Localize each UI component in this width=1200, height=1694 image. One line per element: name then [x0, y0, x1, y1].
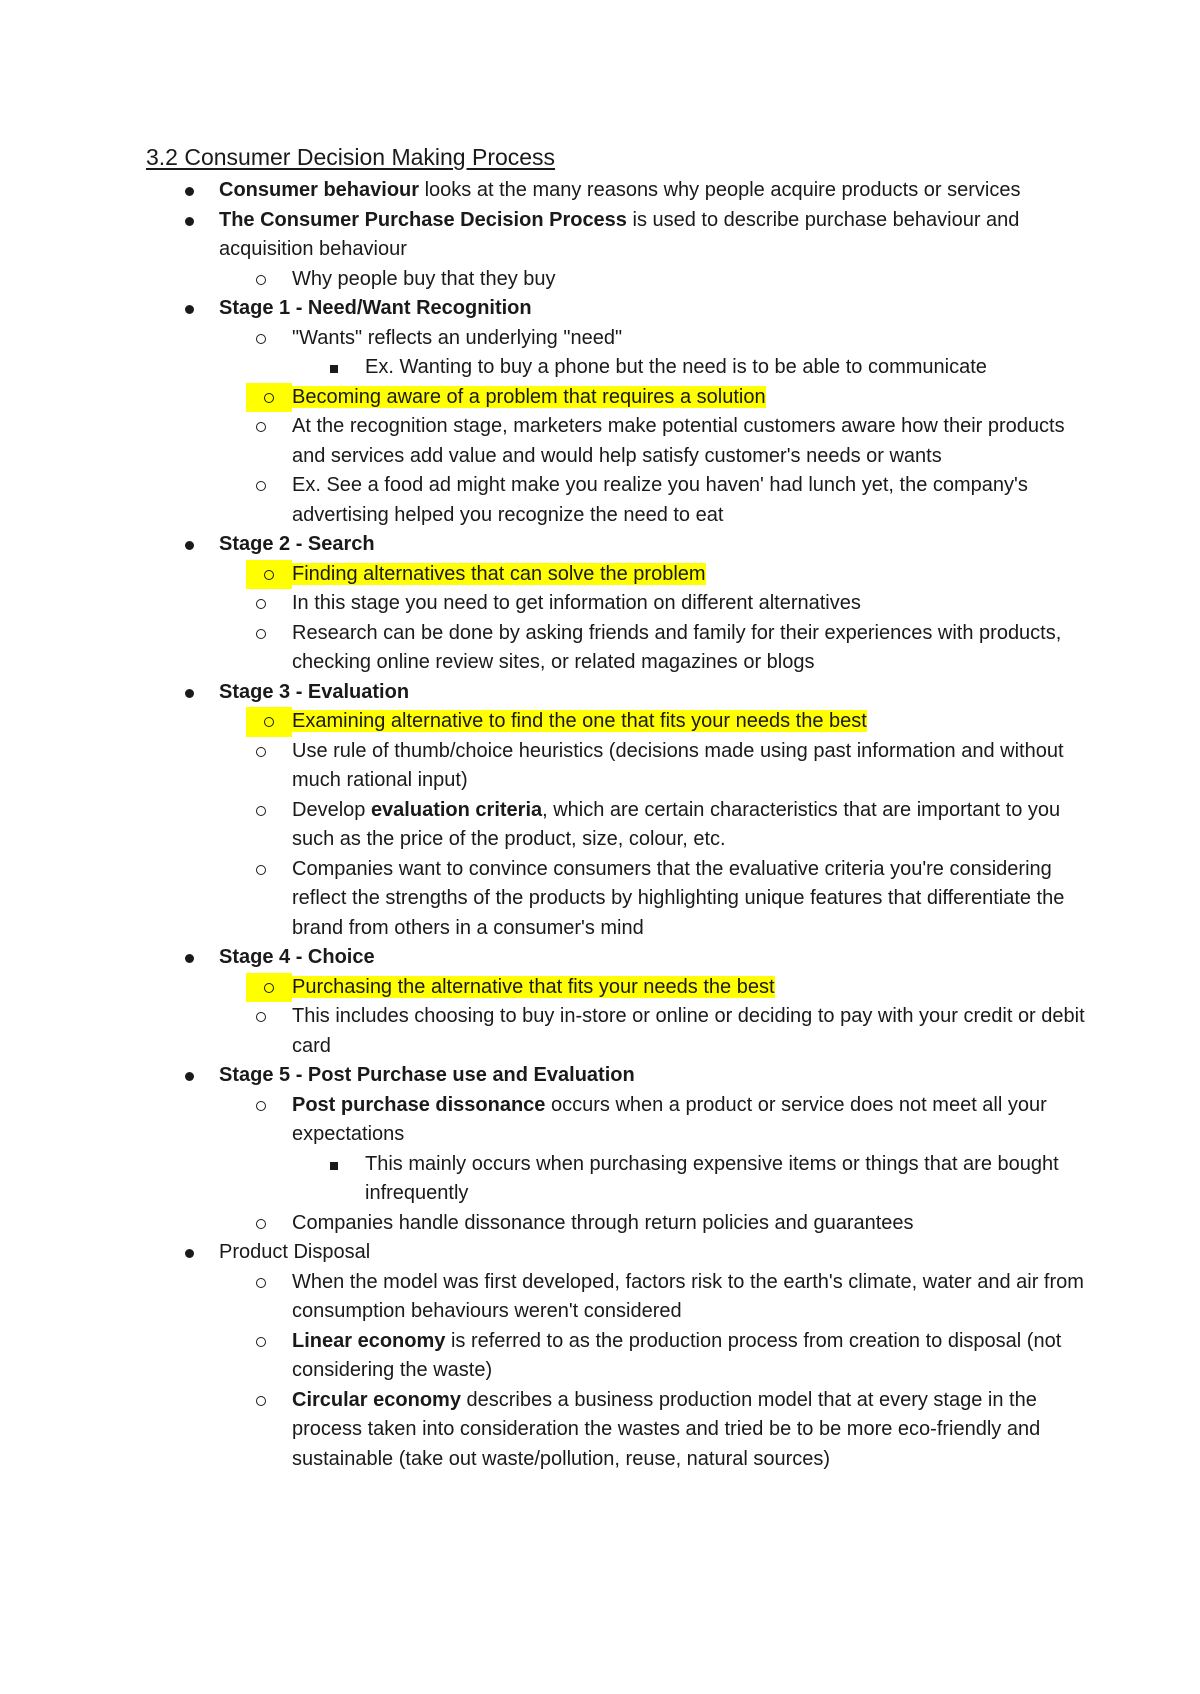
disc-bullet-icon — [179, 943, 199, 973]
list-item-rule-of-thumb — [146, 737, 1086, 796]
list-text: "Wants" reflects an underlying "need" — [292, 326, 623, 349]
list-item-phone-example — [146, 353, 1086, 383]
product-disposal-heading — [146, 1238, 1086, 1268]
list-item-linear-economy — [146, 1327, 1086, 1386]
definition: , which are certain characteristics that are important to you such as the price of the product, size, colour, etc. — [292, 798, 1061, 850]
document-page — [146, 140, 1086, 1474]
definition: looks at the many reasons why people acquire products or services — [419, 179, 1021, 201]
definition: describes a business production model that at every stage in the process taken into consideration the wastes and tried be to be more eco-friendly and sustainable (take out waste/pollution, reuse, natural sources) — [292, 1388, 1041, 1470]
highlighted-item-finding-alternatives — [146, 560, 1086, 590]
list-text: Purchasing the alternative that fits your needs the best — [292, 975, 775, 998]
list-item-dissonance — [146, 1091, 1086, 1150]
list-item-consumer-behaviour — [146, 176, 1086, 206]
highlighted-item-aware-problem — [146, 383, 1086, 413]
disc-bullet-icon — [179, 530, 199, 560]
circle-bullet-icon — [246, 707, 292, 737]
circle-bullet-icon — [246, 973, 292, 1003]
circle-bullet-icon — [251, 265, 271, 295]
list-item-model-developed — [146, 1268, 1086, 1327]
circle-bullet-icon — [251, 1209, 271, 1239]
highlighted-item-examining — [146, 707, 1086, 737]
circle-bullet-icon — [251, 1327, 271, 1357]
list-item-expensive-items — [146, 1150, 1086, 1209]
list-item-criteria — [146, 796, 1086, 855]
stage-title: Stage 4 - Choice — [219, 946, 375, 968]
definition: is referred to as the production process from creation to disposal (not considering the waste) — [292, 1329, 1062, 1381]
term: Consumer behaviour — [219, 179, 420, 201]
circle-bullet-icon — [246, 383, 292, 413]
definition: is used to describe purchase behaviour and acquisition behaviour — [219, 208, 1020, 260]
list-item-includes-choosing — [146, 1002, 1086, 1061]
list-text: Research can be done by asking friends and family for their experiences with products, checking online review sites, or related magazines or blogs — [292, 621, 1062, 673]
list-text: Finding alternatives that can solve the problem — [292, 562, 706, 585]
list-item-circular-economy — [146, 1386, 1086, 1475]
list-text: Ex. See a food ad might make you realize you haven' had lunch yet, the company's advertising helped you recognize the need to eat — [292, 474, 1028, 526]
circle-bullet-icon — [251, 412, 271, 442]
circle-bullet-icon — [251, 855, 271, 885]
stage-5-heading — [146, 1061, 1086, 1091]
list-text: In this stage you need to get information on different alternatives — [292, 592, 861, 614]
page-title: 3.2 Consumer Decision Making Process — [146, 144, 556, 170]
list-item-research — [146, 619, 1086, 678]
circle-bullet-icon — [251, 1268, 271, 1298]
circle-bullet-icon — [251, 1002, 271, 1032]
highlighted-item-purchasing — [146, 973, 1086, 1003]
term: evaluation criteria — [370, 798, 543, 821]
list-text: When the model was first developed, factors risk to the earth's climate, water and air from consumption behaviours weren't considered — [292, 1270, 1084, 1322]
list-text: Companies want to convince consumers that the evaluative criteria you're considering reflect the strengths of the products by highlighting unique features that differentiate the brand from others in a consumer's mind — [292, 857, 1065, 939]
circle-bullet-icon — [246, 560, 292, 590]
circle-bullet-icon — [251, 1091, 271, 1121]
disc-bullet-icon — [179, 294, 199, 324]
definition: occurs when a product or service does not meet all your expectations — [292, 1093, 1047, 1145]
list-text: Product Disposal — [219, 1241, 371, 1263]
list-item-food-ad — [146, 471, 1086, 530]
list-text: Use rule of thumb/choice heuristics (decisions made using past information and without much rational input) — [292, 739, 1064, 791]
term: Post purchase dissonance — [292, 1093, 546, 1116]
list-text: At the recognition stage, marketers make potential customers aware how their products and services add value and would help satisfy customer's needs or wants — [292, 415, 1065, 467]
list-text: Ex. Wanting to buy a phone but the need is to be able to communicate — [365, 356, 987, 378]
list-text: Companies handle dissonance through return policies and guarantees — [292, 1211, 914, 1234]
list-text: This mainly occurs when purchasing expensive items or things that are bought infrequently — [365, 1152, 1059, 1204]
disc-bullet-icon — [179, 176, 199, 206]
circle-bullet-icon — [251, 471, 271, 501]
list-item-purchase-process — [146, 206, 1086, 265]
circle-bullet-icon — [251, 1386, 271, 1416]
stage-title: Stage 3 - Evaluation — [219, 680, 410, 703]
term: The Consumer Purchase Decision Process — [219, 208, 627, 231]
stage-2-heading — [146, 530, 1086, 560]
lead-text: Develop — [292, 798, 371, 821]
term: Linear economy — [292, 1329, 446, 1352]
stage-3-heading — [146, 678, 1086, 708]
list-item-why-buy — [146, 265, 1086, 295]
disc-bullet-icon — [179, 206, 199, 236]
stage-1-heading — [146, 294, 1086, 324]
square-bullet-icon — [324, 1150, 344, 1180]
list-text: Why people buy that they buy — [292, 267, 556, 290]
stage-title: Stage 5 - Post Purchase use and Evaluation — [219, 1064, 635, 1086]
circle-bullet-icon — [251, 796, 271, 826]
stage-title: Stage 1 - Need/Want Recognition — [219, 297, 532, 319]
list-item-wants-need — [146, 324, 1086, 354]
disc-bullet-icon — [179, 1061, 199, 1091]
term: Circular economy — [292, 1388, 461, 1411]
disc-bullet-icon — [179, 678, 199, 708]
list-item-info-alternatives — [146, 589, 1086, 619]
circle-bullet-icon — [251, 589, 271, 619]
circle-bullet-icon — [251, 324, 271, 354]
list-item-companies-convince — [146, 855, 1086, 944]
stage-4-heading — [146, 943, 1086, 973]
list-text: This includes choosing to buy in-store or online or deciding to pay with your credit or debit card — [292, 1005, 1085, 1057]
circle-bullet-icon — [251, 619, 271, 649]
list-item-recognition-stage — [146, 412, 1086, 471]
list-text: Examining alternative to find the one that fits your needs the best — [292, 710, 867, 732]
list-item-handle-dissonance — [146, 1209, 1086, 1239]
disc-bullet-icon — [179, 1238, 199, 1268]
square-bullet-icon — [324, 353, 344, 383]
stage-title: Stage 2 - Search — [219, 533, 375, 555]
circle-bullet-icon — [251, 737, 271, 767]
list-text: Becoming aware of a problem that requires a solution — [292, 385, 766, 408]
